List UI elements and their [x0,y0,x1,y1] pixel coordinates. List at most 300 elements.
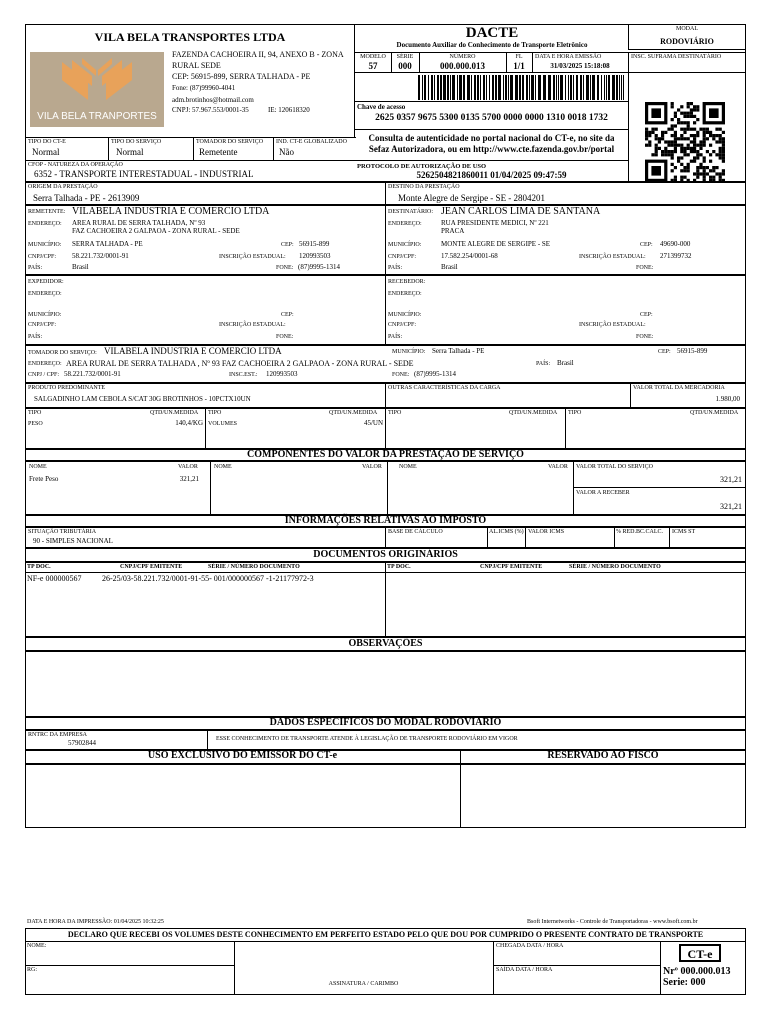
qr-module [703,169,706,172]
qr-module [671,150,674,153]
barcode-bar [508,75,509,100]
destinatario-ie: 271399732 [660,252,692,260]
sep [487,527,488,548]
qr-module [645,137,648,140]
tomador-label: TOMADOR DO SERVIÇO [196,139,264,145]
barcode-bar [590,75,591,100]
qr-module [680,105,683,108]
barcode-bar [580,75,582,100]
barcode-bar [447,75,449,100]
qr-module [690,115,693,118]
remetente-pais: Brasil [72,263,89,271]
qr-module [645,128,648,131]
qr-module [715,128,718,131]
barcode-bar [434,75,435,100]
qr-module [712,150,715,153]
qr-module [671,124,674,127]
qr-module [674,124,677,127]
qr-module [648,134,651,137]
qr-module [696,150,699,153]
remetente-ie-label: INSCRIÇÃO ESTADUAL: [219,254,286,260]
qr-module [687,105,690,108]
comp-item-nome: Frete Peso [29,475,59,483]
destinatario-end2: PRACA [441,227,465,235]
barcode-bar [492,75,494,100]
barcode-bar [457,75,458,100]
barcode-bar [619,75,620,100]
doc-row-rest: 26-25/03-58.221.732/0001-91-55- 001/000000567 -1-21177972-3 [102,574,314,583]
tipo-label-2: TIPO [208,410,222,416]
qr-module [655,144,658,147]
comp-item-valor: 321,21 [179,475,199,483]
barcode-bar [565,75,566,100]
qr-module [690,160,693,163]
issuer-address2: RURAL SEDE [172,61,221,70]
destinatario-name: JEAN CARLOS LIMA DE SANTANA [441,206,601,217]
modelo-label: MODELO [360,54,386,60]
qr-module [683,112,686,115]
qr-module [687,137,690,140]
qr-module [715,172,718,175]
imposto-title: INFORMAÇÕES RELATIVAS AO IMPOSTO [284,515,487,526]
destinatario-cep-label: CEP: [640,242,653,248]
barcode-bar [621,75,622,100]
modal-legislacao: ESSE CONHECIMENTO DE TRANSPORTE ATENDE À LEGISLAÇÃO DE TRANSPORTE RODOVIÁRIO EM VIGOR [216,736,518,742]
barcode-bar [503,75,504,100]
qr-module [690,128,693,131]
qr-module [677,160,680,163]
qr-module [699,172,702,175]
sep [565,408,566,449]
expedidor-pais-label: PAÍS: [28,334,43,340]
qr-module [680,137,683,140]
qr-module [706,150,709,153]
qr-module [664,147,667,150]
qr-module [687,112,690,115]
tomador-value: Remetente [199,147,238,157]
tomador-ie-label: INSC.EST.: [229,372,258,378]
qr-module [696,172,699,175]
remetente-label: REMETENTE: [28,209,66,215]
tomador-fone: (87)9995-1314 [414,370,456,378]
barcode-bar [486,75,487,100]
tomador-pais-label: PAÍS: [536,361,551,367]
data-emissao-value: 31/03/2025 15:18:08 [550,62,610,70]
qr-module [683,115,686,118]
qr-module [658,147,661,150]
chegada-label: CHEGADA DATA / HORA [496,943,564,949]
remetente-end-label: ENDEREÇO: [28,221,62,227]
valor-receber-value: 321,21 [720,502,742,511]
qr-module [706,128,709,131]
qr-module [719,172,722,175]
valor-mercadoria-value: 1.980,00 [715,395,740,403]
qr-module [709,169,712,172]
tomador-cnpj: 58.221.732/0001-91 [64,370,121,378]
destinatario-fone-label: FONE: [636,265,654,271]
sep [273,137,274,160]
qr-module [693,172,696,175]
valor-total-label: VALOR TOTAL DO SERVIÇO [576,464,653,470]
tipo-cte-label: TIPO DO CT-E [28,139,66,145]
qr-module [687,169,690,172]
qr-module [709,176,712,179]
qr-module [706,166,709,169]
qr-module [648,140,651,143]
qr-module [677,108,680,111]
qr-module [719,147,722,150]
qr-module [677,156,680,159]
barcode-bar [543,75,546,100]
aliquota-label: AL.ICMS (%) [489,529,524,535]
remetente-mun-label: MUNICÍPIO: [28,242,62,248]
sep [493,941,494,995]
qr-module [674,134,677,137]
qr-module [674,150,677,153]
qr-module [680,144,683,147]
destinatario-pais: Brasil [441,263,458,271]
remetente-fone-label: FONE: [276,265,294,271]
remetente-end1: AREA RURAL DE SERRA TALHADA, Nº 93 [72,219,206,227]
valor-total-value: 321,21 [720,475,742,484]
tomador-end-label: ENDEREÇO: [28,361,62,367]
tomador-cep: 56915-899 [677,347,708,355]
qr-module [671,102,674,105]
consulta-row [355,129,628,130]
qr-module [664,153,667,156]
qr-module [699,163,702,166]
destinatario-label: DESTINATÁRIO: [388,209,433,215]
qr-module [664,131,667,134]
qr-module [696,108,699,111]
serie-label: SÉRIE [396,54,414,60]
qr-module [680,156,683,159]
qr-module [690,108,693,111]
data-impressao: DATA E HORA DA IMPRESSÃO: 01/04/2025 10:32:25 [27,919,164,925]
qr-module [693,137,696,140]
company-logo [30,52,164,127]
base-calculo-label: BASE DE CÁLCULO [388,529,443,535]
comp-nome-label-2: NOME [214,464,232,470]
barcode-bar [515,75,518,100]
qr-finder [651,108,661,118]
barcode-bar [573,75,574,100]
qr-module [722,172,725,175]
qr-module [712,134,715,137]
sep [573,487,746,488]
qr-module [661,150,664,153]
qr-module [693,144,696,147]
qr-module [674,115,677,118]
qr-module [648,144,651,147]
situacao-label: SITUAÇÃO TRIBUTÁRIA [28,529,97,535]
qtd-label-1: QTD/UN.MEDIDA [150,410,199,416]
sep [660,941,661,995]
cte-badge: CT-e [679,944,721,962]
assinatura-label: ASSINATURA / CARIMBO [328,981,399,987]
qr-module [674,166,677,169]
barcode-bar [623,75,624,100]
qr-module [667,144,670,147]
expedidor-label: EXPEDIDOR: [28,279,64,285]
tomador-end: AREA RURAL DE SERRA TALHADA , Nº 93 FAZ CACHOEIRA 2 GALPAOA - ZONA RURAL - SEDE [66,359,414,368]
globalizado-label: IND. CT-E GLOBALIZADO [276,139,347,145]
qr-module [683,137,686,140]
qr-module [696,169,699,172]
barcode-bar [558,75,559,100]
qr-module [674,147,677,150]
sep [385,383,386,408]
destino-label: DESTINO DA PRESTAÇÃO [388,184,460,190]
qr-module [671,144,674,147]
qr-module [651,128,654,131]
barcode [418,75,627,100]
barcode-bar [570,75,572,100]
qr-module [671,153,674,156]
qr-module [690,147,693,150]
destinatario-cnpj: 17.582.254/0001-68 [441,252,498,260]
qr-module [667,153,670,156]
qr-module [687,102,690,105]
tipo-cte-value: Normal [32,147,60,157]
tomador-mun-label: MUNICÍPIO: [392,349,426,355]
qr-module [655,128,658,131]
tipo-label-3: TIPO [388,410,402,416]
qr-module [699,128,702,131]
qr-module [683,147,686,150]
qr-module [690,112,693,115]
issuer-cep: CEP: 56915-899, SERRA TALHADA - PE [172,72,311,81]
remetente-cnpj: 58.221.732/0001-91 [72,252,129,260]
qr-module [674,112,677,115]
rntrc-label: RNTRC DA EMPRESA [28,732,88,738]
remetente-cep-label: CEP: [281,242,294,248]
sep [25,965,234,966]
recebedor-end-label: ENDEREÇO: [388,291,422,297]
qr-module [693,128,696,131]
qr-module [703,176,706,179]
issuer-name: VILA BELA TRANSPORTES LTDA [94,30,286,44]
qr-module [703,128,706,131]
qr-module [699,140,702,143]
expedidor-mun-label: MUNICÍPIO: [28,312,62,318]
componentes-title: COMPONENTES DO VALOR DA PRESTAÇÃO DE SERVIÇO [247,449,524,460]
qr-module [687,166,690,169]
sep [669,527,670,548]
doc-tp-label-1: TP DOC. [27,564,51,570]
qr-module [709,131,712,134]
qr-module [680,128,683,131]
comp-nome-label-1: NOME [29,464,47,470]
qr-module [661,134,664,137]
qr-module [655,150,658,153]
barcode-bar [477,75,479,100]
sep [614,527,615,548]
cfop-label: CFOP - NATUREZA DA OPERAÇÃO [28,162,123,168]
destinatario-end-label: ENDEREÇO: [388,221,422,227]
protocolo-label: PROTOCOLO DE AUTORIZAÇÃO DE USO [357,163,487,170]
qr-module [722,140,725,143]
qr-module [680,147,683,150]
tipo-servico-value: Normal [116,147,144,157]
qr-module [696,134,699,137]
qr-module [715,153,718,156]
qr-module [699,144,702,147]
qr-module [687,144,690,147]
qr-module [667,128,670,131]
qr-module [671,156,674,159]
sep [573,461,574,515]
tipos-row [25,137,356,138]
qr-module [674,144,677,147]
tomador-cep-label: CEP: [658,349,671,355]
qr-module [703,144,706,147]
qr-module [712,176,715,179]
qr-module [719,176,722,179]
doc-row-tp: NF-e 000000567 [27,574,82,583]
qr-module [674,137,677,140]
qr-module [722,144,725,147]
qr-finder [651,166,661,176]
comp-valor-label-1: VALOR [178,464,198,470]
tomador-name: VILABELA INDUSTRIA E COMERCIO LTDA [104,346,282,356]
tomador-srv-label: TOMADOR DO SERVIÇO: [28,350,97,356]
observacoes-title: OBSERVAÇÕES [348,638,423,649]
qr-module [687,115,690,118]
qr-module [706,172,709,175]
qr-module [690,140,693,143]
qr-module [680,134,683,137]
qr-module [703,166,706,169]
destinatario-ie-label: INSCRIÇÃO ESTADUAL: [579,254,646,260]
qr-module [715,166,718,169]
destinatario-end1: RUA PRESIDENTE MEDICI, Nº 221 [441,219,549,227]
qr-module [693,150,696,153]
qr-module [712,169,715,172]
qr-module [719,137,722,140]
barcode-bar [505,75,507,100]
qr-module [655,153,658,156]
sep [193,137,194,160]
canhoto-nome-label: NOME: [27,943,47,949]
sep [385,408,386,449]
produto-value: SALGADINHO LAM CEBOLA S/CAT 30G BROTINHOS - 10PCTX10UN [34,395,251,403]
qr-module [703,140,706,143]
barcode-graphic [418,75,627,100]
qr-module [703,156,706,159]
issuer-phone: Fone: (87)99960-4041 [172,84,236,92]
qr-finder [709,108,719,118]
barcode-bar [495,75,497,100]
qtd-label-2: QTD/UN.MEDIDA [329,410,378,416]
qr-module [719,156,722,159]
sep [525,527,526,548]
barcode-bar [522,75,524,100]
qr-module [651,153,654,156]
comp-valor-label-2: VALOR [362,464,382,470]
comp-valor-label-3: VALOR [548,464,568,470]
barcode-bar [601,75,602,100]
qr-module [661,131,664,134]
qr-module [680,112,683,115]
produto-label: PRODUTO PREDOMINANTE [28,385,106,391]
barcode-bar [463,75,465,100]
sep [207,730,208,750]
barcode-bar [510,75,513,100]
sep [25,941,746,942]
dacte-subtitle: Documento Auxiliar do Conhecimento de Transporte Eletrônico [396,41,588,49]
qr-module [703,137,706,140]
qr-module [645,131,648,134]
canhoto-serie: Serie: 000 [663,977,706,988]
qr-module [674,140,677,143]
qr-module [719,134,722,137]
barcode-bar [431,75,433,100]
tomador-ie: 120993503 [266,370,298,378]
barcode-bar [531,75,534,100]
observacoes-block [25,651,746,717]
qr-code-graphic [645,102,725,182]
qr-module [680,150,683,153]
issuer-email: adm.brotinhos@hotmail.com [172,96,254,104]
recebedor-cnpj-label: CNPJ/CPF: [388,322,417,328]
origem-value: Serra Talhada - PE - 2613909 [33,193,140,203]
qr-module [667,150,670,153]
barcode-bar [535,75,536,100]
sep [385,562,386,637]
recebedor-pais-label: PAÍS: [388,334,403,340]
issuer-cnpj: CNPJ: 57.967.553/0001-35 [172,106,249,114]
barcode-bar [529,75,530,100]
qr-module [719,140,722,143]
qr-module [693,108,696,111]
sep [205,408,206,449]
chave-row [355,101,628,102]
qr-module [680,169,683,172]
qr-module [664,140,667,143]
chave-value: 2625 0357 9675 5300 0135 5700 0000 0000 1310 0018 1732 [375,113,608,123]
qr-module [687,124,690,127]
qr-module [661,153,664,156]
barcode-bar [576,75,578,100]
qr-module [671,163,674,166]
qr-module [680,163,683,166]
tipo-label-1: TIPO [28,410,42,416]
canhoto-rg-label: RG: [27,967,38,973]
destinatario-mun-label: MUNICÍPIO: [388,242,422,248]
qr-module [683,121,686,124]
barcode-bar [519,75,521,100]
barcode-bar [498,75,501,100]
fl-label: FL [515,54,523,60]
barcode-bar [612,75,615,100]
suframa-label: INSC. SUFRAMA DESTINATÁRIO [631,54,722,60]
qr-module [658,140,661,143]
remetente-mun: SERRA TALHADA - PE [72,240,143,248]
qr-module [683,176,686,179]
qr-module [709,153,712,156]
barcode-bar [467,75,470,100]
barcode-bar [568,75,569,100]
modal-title: DADOS ESPECÍFICOS DO MODAL RODOVIÁRIO [269,717,502,728]
qr-module [687,128,690,131]
qr-module [722,156,725,159]
qr-module [671,118,674,121]
doc-serie-label-1: SÉRIE / NÚMERO DOCUMENTO [208,564,300,570]
logo-chevron-icon [30,52,164,110]
sep [493,965,660,966]
barcode-bar [428,75,429,100]
